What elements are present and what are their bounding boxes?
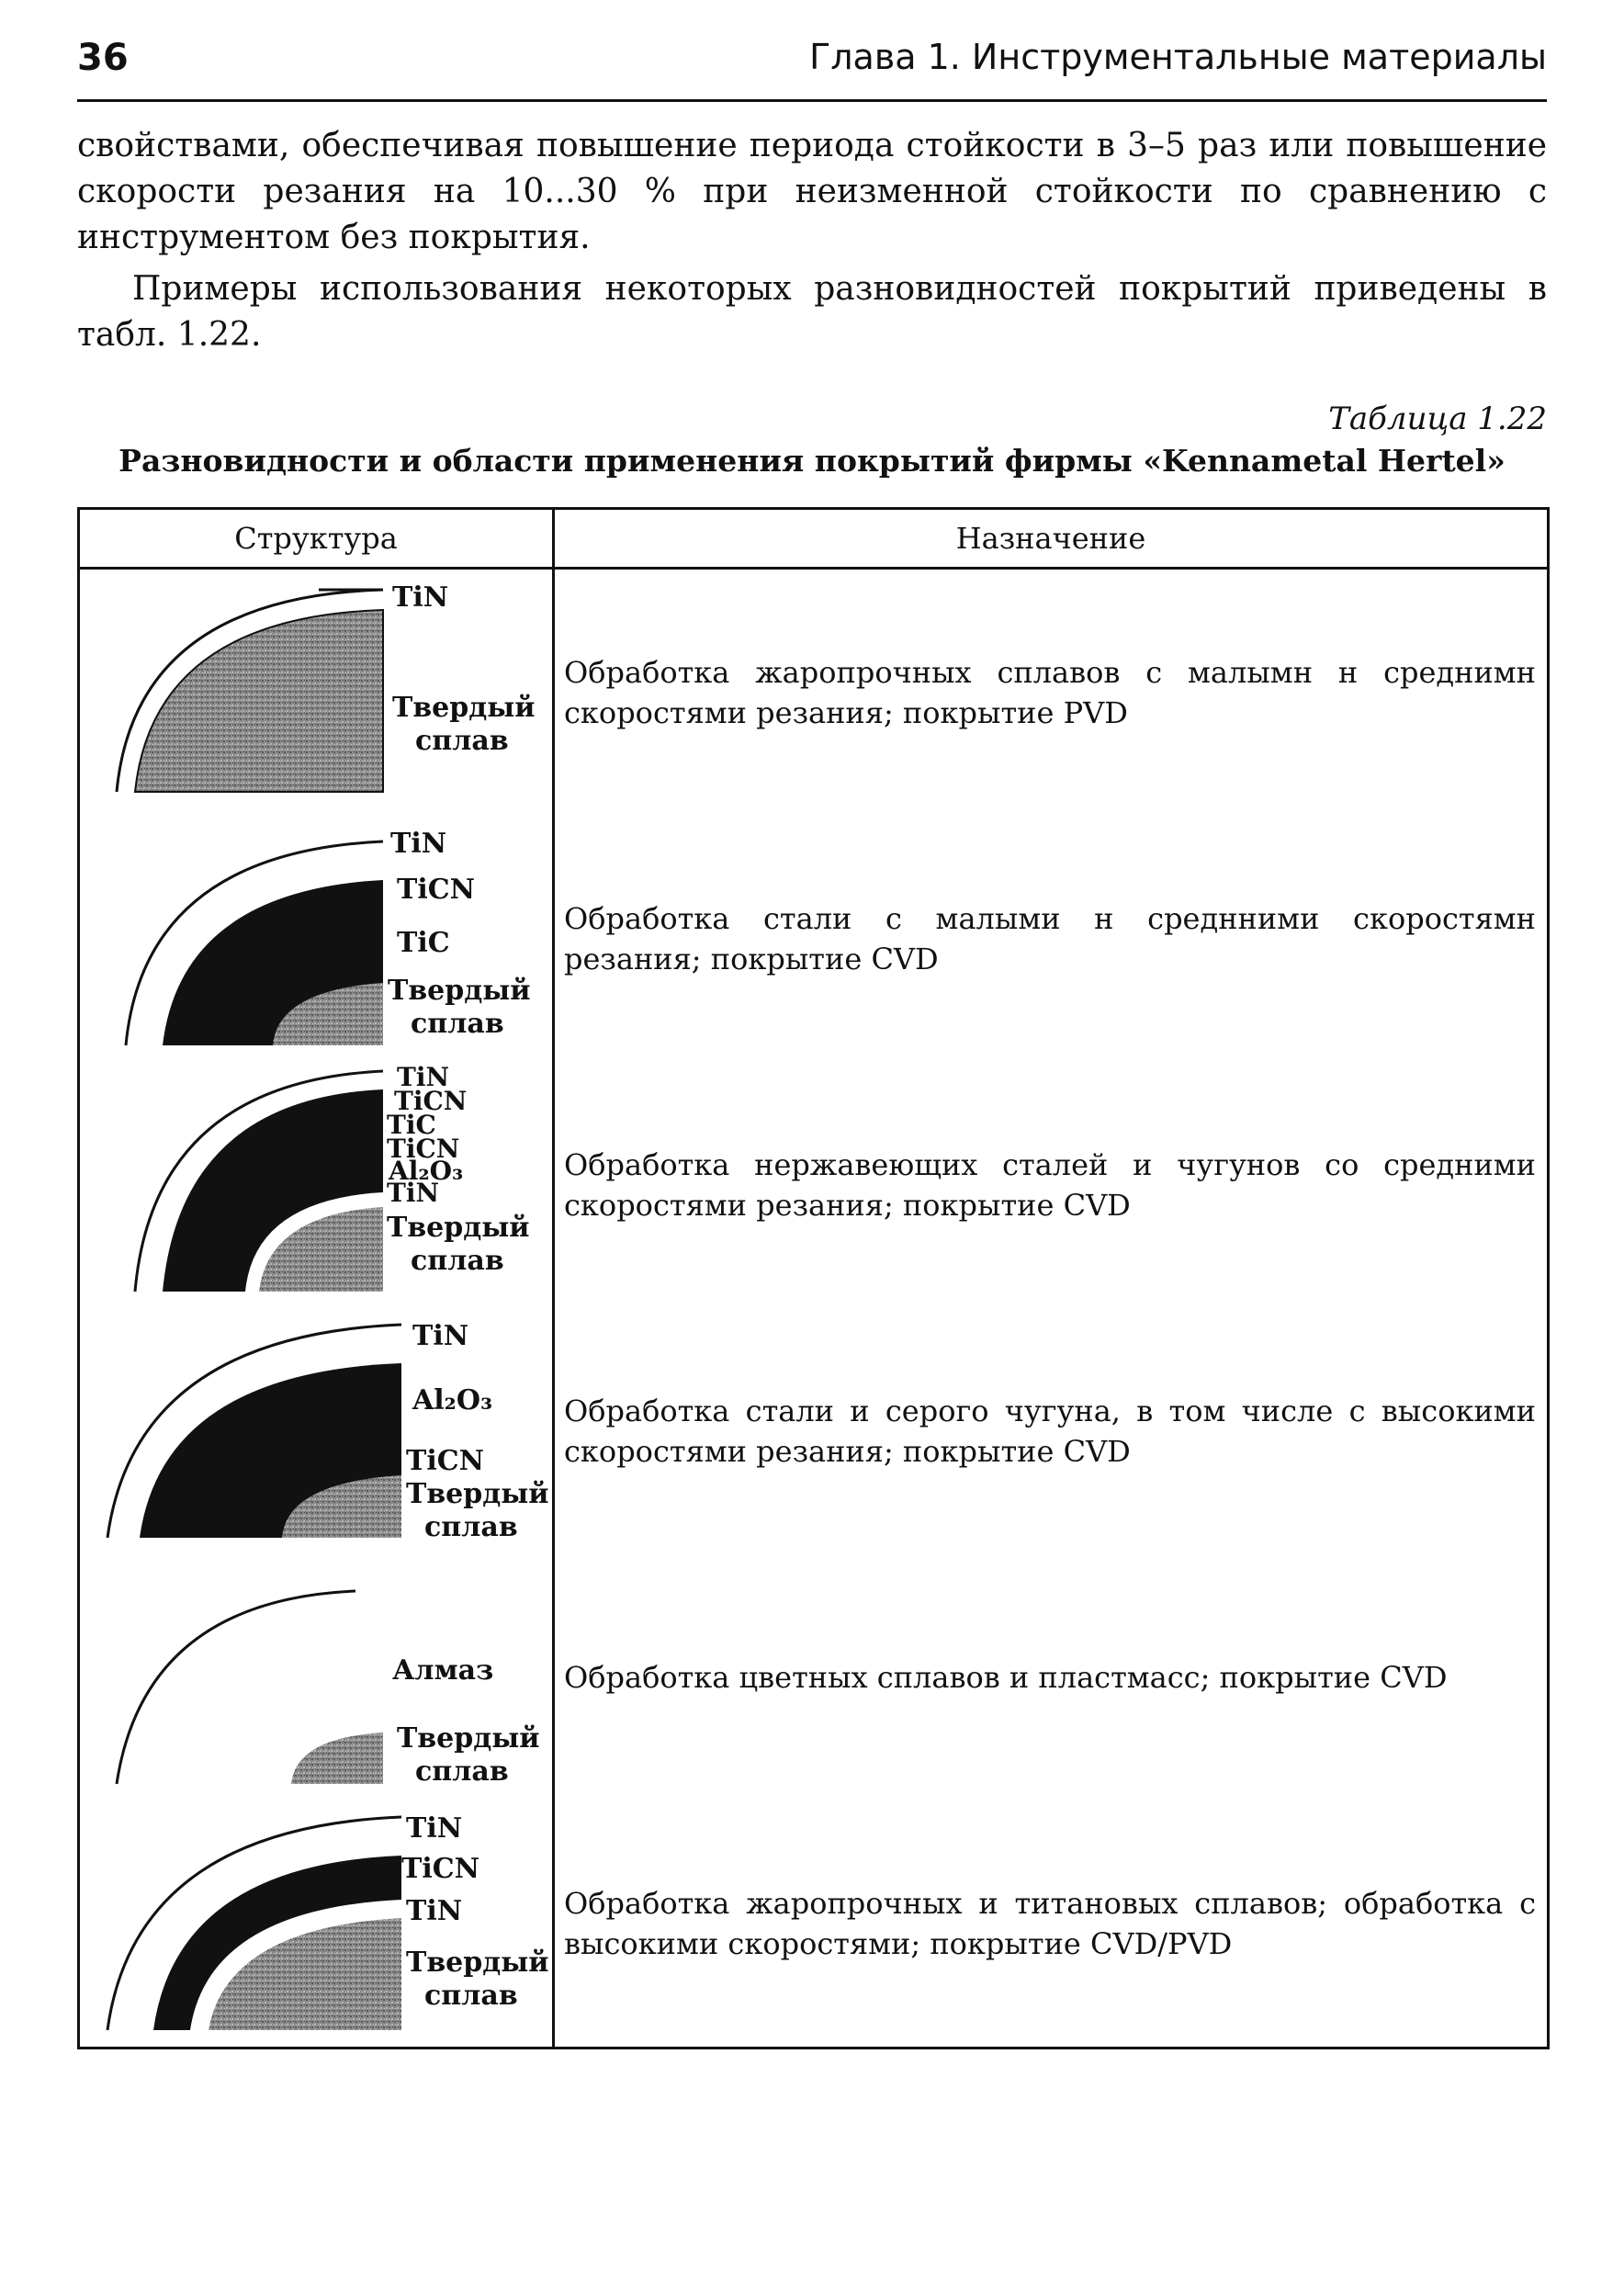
layer-label: TiC: [387, 1110, 436, 1140]
table-row: [79, 1062, 1549, 1308]
substrate-label: Твердый: [397, 1722, 540, 1755]
layer-label: TiCN: [406, 1445, 485, 1477]
substrate-label: Твердый: [406, 1947, 549, 1979]
table-row: [79, 1800, 1549, 2048]
paragraph-2: Примеры использования некоторых разновидностей покрытий приведены в табл. 1.22.: [77, 270, 1547, 354]
header-rule: [77, 99, 1547, 102]
structure-cell: [79, 1308, 554, 1554]
table-row: [79, 569, 1549, 817]
substrate-label: Твердый: [388, 975, 531, 1007]
substrate-label-2: сплав: [415, 1755, 509, 1788]
layer-label: TiC: [397, 927, 450, 959]
layer-label: TiN: [412, 1320, 469, 1352]
layer-label: TiN: [392, 581, 449, 614]
substrate-label: Твердый: [387, 1212, 530, 1244]
purpose-cell: Обработка стали и серого чугуна, в том числе с высокими скоростями резания; покрытие CVD: [554, 1308, 1549, 1554]
substrate-label: Твердый: [392, 692, 536, 724]
layer-label: TiN: [387, 1178, 440, 1208]
layer-label: Al₂O₃: [412, 1384, 493, 1416]
table-row: [79, 816, 1549, 1062]
table-title: Разновидности и области применения покрытий фирмы «Kennametal Hertel»: [118, 443, 1506, 479]
table-label: Таблица 1.22: [1328, 401, 1547, 437]
coating-diagram: [80, 570, 555, 816]
paragraph-1: свойствами, обеспечивая повышение периода стойкости в 3–5 раз или повышение скорости резания на 10...30 % при неизменной стойкости по сравнению с инструментом без покрытия.: [77, 127, 1547, 256]
layer-label: Al₂O₃: [389, 1156, 464, 1186]
substrate-label-2: сплав: [411, 1245, 504, 1277]
purpose-cell: Обработка цветных сплавов и пластмасс; покрытие CVD: [554, 1554, 1549, 1800]
purpose-cell: Обработка стали с малыми н среднними скоростямн резания; покрытие CVD: [554, 816, 1549, 1062]
layer-label: TiN: [390, 828, 447, 860]
layer-label: Алмаз: [392, 1654, 494, 1687]
substrate-label-2: сплав: [415, 725, 509, 757]
layer-label: TiN: [397, 1062, 450, 1092]
coating-diagram: [80, 1554, 555, 1800]
coating-diagram: [80, 1308, 555, 1554]
structure-cell: [79, 569, 554, 817]
layer-label: TiCN: [401, 1853, 480, 1885]
layer-label: TiCN: [397, 874, 476, 906]
substrate-label: Твердый: [406, 1478, 549, 1510]
layer-label: TiCN: [387, 1134, 460, 1164]
purpose-cell: Обработка жаропрочных сплавов с малымн н среднимн скоростями резания; покрытие PVD: [554, 569, 1549, 817]
structure-cell: [79, 816, 554, 1062]
structure-cell: [79, 1800, 554, 2048]
table-row: [79, 1308, 1549, 1554]
substrate-label-2: сплав: [424, 1511, 518, 1543]
column-header-structure: Структура: [79, 509, 554, 569]
column-header-purpose: Назначение: [554, 509, 1549, 569]
substrate-label-2: сплав: [411, 1008, 504, 1040]
coating-diagram: [80, 816, 555, 1062]
layer-label: TiN: [406, 1812, 463, 1845]
coating-diagram: [80, 1800, 555, 2047]
layer-label: TiN: [406, 1895, 463, 1927]
structure-cell: [79, 1554, 554, 1800]
chapter-title: Глава 1. Инструментальные материалы: [809, 37, 1547, 77]
substrate-label-2: сплав: [424, 1980, 518, 2012]
coatings-table: [77, 507, 1550, 2049]
purpose-cell: Обработка нержавеющих сталей и чугунов со средними скоростями резания; покрытие CVD: [554, 1062, 1549, 1308]
purpose-cell: Обработка жаропрочных и титановых сплавов; обработка с высокими скоростями; покрытие CVD/PVD: [554, 1800, 1549, 2048]
structure-cell: [79, 1062, 554, 1308]
layer-label: TiCN: [394, 1086, 468, 1116]
coating-diagram: [80, 1062, 555, 1308]
table-row: [79, 1554, 1549, 1800]
page-number: 36: [77, 37, 129, 79]
